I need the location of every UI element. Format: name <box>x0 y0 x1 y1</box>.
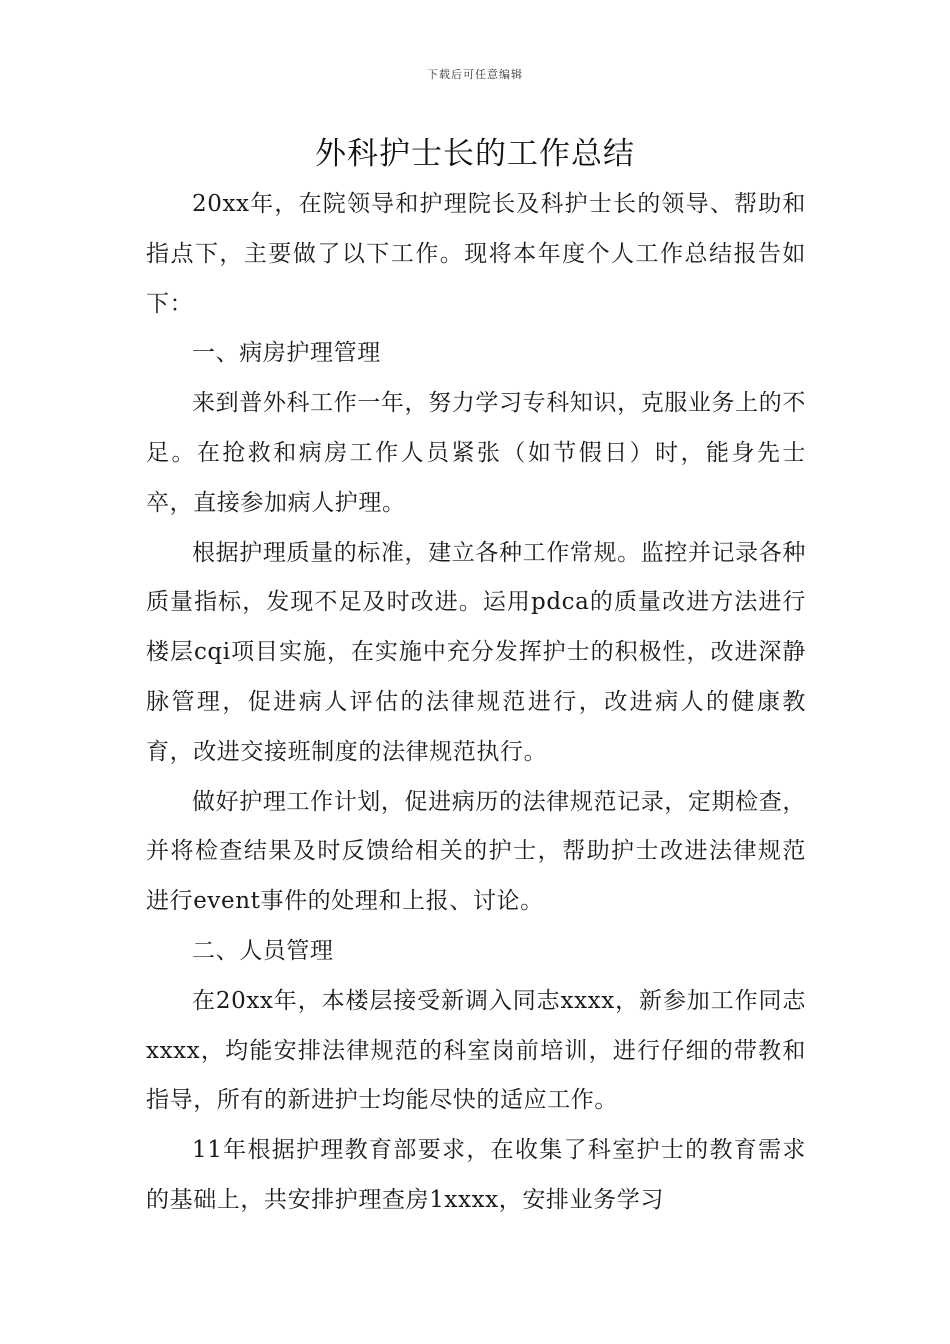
paragraph: 做好护理工作计划，促进病历的法律规范记录，定期检查，并将检查结果及时反馈给相关的护士，帮助护士改进法律规范进行event事件的处理和上报、讨论。 <box>146 788 806 915</box>
paragraph: 来到普外科工作一年，努力学习专科知识，克服业务上的不足。在抢救和病房工作人员紧张（如节假日）时，能身先士卒，直接参加病人护理。 <box>146 390 806 516</box>
section-heading-ward-management: 一、病房护理管理 <box>192 340 381 367</box>
paragraph-intro: 20xx年，在院领导和护理院长及科护士长的领导、帮助和指点下，主要做了以下工作。现将本年度个人工作总结报告如下： <box>146 191 806 317</box>
header-note: 下载后可任意编辑 <box>427 68 523 81</box>
paragraph: 11年根据护理教育部要求，在收集了科室护士的教育需求的基础上，共安排护理查房1xxxx，安排业务学习 <box>146 1137 806 1213</box>
document-title: 外科护士长的工作总结 <box>315 136 635 172</box>
paragraph: 根据护理质量的标准，建立各种工作常规。监控并记录各种质量指标，发现不足及时改进。运用pdca的质量改进方法进行楼层cqi项目实施，在实施中充分发挥护士的积极性，改进深静脉管理，促进病人评估的法律规范进行，改进病人的健康教育，改进交接班制度的法律规范执行。 <box>146 539 806 765</box>
paragraph: 在20xx年，本楼层接受新调入同志xxxx，新参加工作同志xxxx，均能安排法律规范的科室岗前培训，进行仔细的带教和指导，所有的新进护士均能尽快的适应工作。 <box>146 987 806 1114</box>
section-heading-staff-management: 二、人员管理 <box>192 937 334 964</box>
document-body <box>146 180 806 1226</box>
